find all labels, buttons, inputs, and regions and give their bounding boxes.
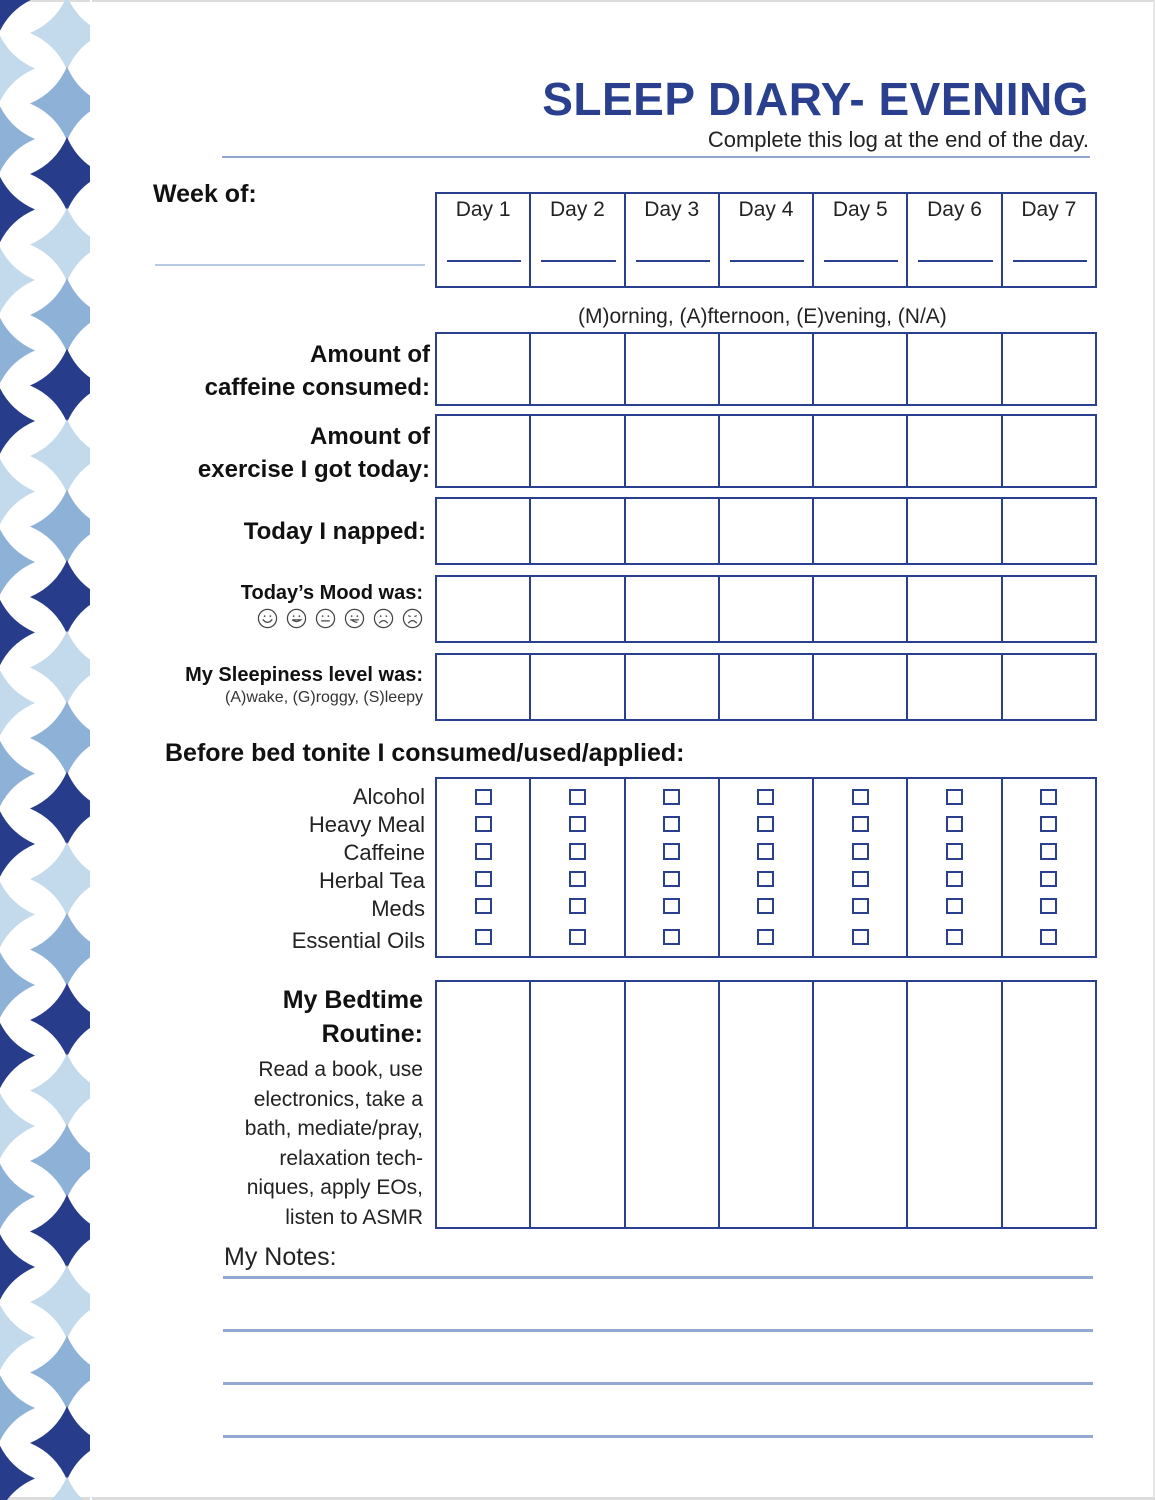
exercise-row: [435, 414, 1097, 488]
checkbox-heavy-meal-day-1[interactable]: [475, 816, 492, 832]
sleepiness-cell-day-6[interactable]: [908, 655, 1002, 719]
checkbox-essential-oils-day-5[interactable]: [852, 929, 869, 945]
date-blank-line: [447, 260, 521, 262]
title-divider: [222, 156, 1090, 158]
checkbox-meds-day-5[interactable]: [852, 898, 869, 914]
checkbox-caffeine-day-2[interactable]: [569, 843, 586, 859]
checkbox-column-day-2: [531, 779, 625, 956]
item-label-alcohol: Alcohol: [352, 784, 425, 809]
day-header-7[interactable]: Day 7: [1003, 194, 1095, 286]
day-header-5[interactable]: Day 5: [814, 194, 908, 286]
caffeine-cell-day-3[interactable]: [626, 334, 720, 404]
before-bed-item-labels: [292, 783, 425, 955]
notes-line-1[interactable]: [223, 1276, 1093, 1279]
very-happy-face-icon: [257, 608, 278, 629]
checkbox-herbal-tea-day-7[interactable]: [1040, 871, 1057, 887]
date-blank-line: [1013, 260, 1087, 262]
sleepiness-cell-day-4[interactable]: [720, 655, 814, 719]
caffeine-row-label: Amount of caffeine consumed:: [204, 341, 430, 401]
item-label-herbal-tea: Herbal Tea: [319, 868, 425, 893]
week-of-label: Week of:: [153, 180, 257, 208]
bedtime-routine-label: My Bedtime Routine: Read a book, use electronics, take a bath, mediate/pray, relaxation tech- niques, apply EOs, listen to ASMR: [245, 983, 423, 1233]
mood-cell-day-3[interactable]: [626, 577, 720, 641]
page-title: SLEEP DIARY- EVENING: [542, 73, 1089, 125]
caffeine-cell-day-5[interactable]: [814, 334, 908, 404]
exercise-cell-day-3[interactable]: [626, 416, 720, 486]
grimace-face-icon: [344, 608, 365, 629]
napped-cell-day-3[interactable]: [626, 499, 720, 563]
checkbox-meds-day-1[interactable]: [475, 898, 492, 914]
sad-face-icon: [373, 608, 394, 629]
checkbox-essential-oils-day-6[interactable]: [946, 929, 963, 945]
routine-cell-day-2[interactable]: [531, 982, 625, 1227]
checkbox-alcohol-day-5[interactable]: [852, 789, 869, 805]
day-header-1[interactable]: Day 1: [437, 194, 531, 286]
notes-line-2[interactable]: [223, 1329, 1093, 1332]
sleepiness-row: [435, 653, 1097, 721]
checkbox-herbal-tea-day-5[interactable]: [852, 871, 869, 887]
mood-scale: [241, 608, 423, 629]
checkbox-caffeine-day-4[interactable]: [757, 843, 774, 859]
sleepiness-cell-day-3[interactable]: [626, 655, 720, 719]
neutral-face-icon: [315, 608, 336, 629]
napped-cell-day-6[interactable]: [908, 499, 1002, 563]
checkbox-caffeine-day-6[interactable]: [946, 843, 963, 859]
notes-label: My Notes:: [224, 1243, 337, 1271]
checkbox-heavy-meal-day-4[interactable]: [757, 816, 774, 832]
checkbox-alcohol-day-2[interactable]: [569, 789, 586, 805]
exercise-cell-day-2[interactable]: [531, 416, 625, 486]
checkbox-column-day-5: [814, 779, 908, 956]
notes-line-3[interactable]: [223, 1382, 1093, 1385]
checkbox-essential-oils-day-4[interactable]: [757, 929, 774, 945]
checkbox-herbal-tea-day-2[interactable]: [569, 871, 586, 887]
checkbox-heavy-meal-day-3[interactable]: [663, 816, 680, 832]
caffeine-row: [435, 332, 1097, 406]
checkbox-caffeine-day-7[interactable]: [1040, 843, 1057, 859]
sleepiness-cell-day-1[interactable]: [437, 655, 531, 719]
checkbox-alcohol-day-1[interactable]: [475, 789, 492, 805]
notes-line-4[interactable]: [223, 1435, 1093, 1438]
bedtime-routine-row: [435, 980, 1097, 1229]
checkbox-column-day-6: [908, 779, 1002, 956]
item-label-heavy-meal: Heavy Meal: [308, 812, 425, 837]
routine-cell-day-4[interactable]: [720, 982, 814, 1227]
sleepiness-cell-day-2[interactable]: [531, 655, 625, 719]
item-label-essential-oils: Essential Oils: [291, 928, 425, 953]
mood-row: [435, 575, 1097, 643]
checkbox-heavy-meal-day-6[interactable]: [946, 816, 963, 832]
checkbox-column-day-7: [1003, 779, 1095, 956]
checkbox-meds-day-3[interactable]: [663, 898, 680, 914]
exercise-cell-day-6[interactable]: [908, 416, 1002, 486]
day-header-6[interactable]: Day 6: [908, 194, 1002, 286]
mood-cell-day-6[interactable]: [908, 577, 1002, 641]
checkbox-essential-oils-day-2[interactable]: [569, 929, 586, 945]
date-blank-line: [730, 260, 804, 262]
date-blank-line: [918, 260, 992, 262]
caffeine-cell-day-6[interactable]: [908, 334, 1002, 404]
checkbox-caffeine-day-3[interactable]: [663, 843, 680, 859]
page-subtitle: Complete this log at the end of the day.: [707, 127, 1089, 152]
checkbox-alcohol-day-4[interactable]: [757, 789, 774, 805]
checkbox-herbal-tea-day-1[interactable]: [475, 871, 492, 887]
page-top-edge: [0, 0, 1155, 2]
bedtime-routine-examples: Read a book, use electronics, take a bath, mediate/pray, relaxation tech- niques, apply EOs, listen to ASMR: [244, 1058, 423, 1229]
checkbox-meds-day-6[interactable]: [946, 898, 963, 914]
routine-cell-day-3[interactable]: [626, 982, 720, 1227]
checkbox-column-day-3: [626, 779, 720, 956]
checkbox-heavy-meal-day-5[interactable]: [852, 816, 869, 832]
time-of-day-legend: (M)orning, (A)fternoon, (E)vening, (N/A): [578, 305, 947, 328]
napped-cell-day-4[interactable]: [720, 499, 814, 563]
checkbox-alcohol-day-3[interactable]: [663, 789, 680, 805]
day-header-3[interactable]: Day 3: [626, 194, 720, 286]
mood-cell-day-1[interactable]: [437, 577, 531, 641]
caffeine-cell-day-2[interactable]: [531, 334, 625, 404]
routine-cell-day-5[interactable]: [814, 982, 908, 1227]
week-of-input-line[interactable]: [155, 264, 425, 266]
checkbox-meds-day-4[interactable]: [757, 898, 774, 914]
checkbox-essential-oils-day-3[interactable]: [663, 929, 680, 945]
sleepiness-scale-hint: (A)wake, (G)roggy, (S)leepy: [225, 689, 423, 706]
napped-cell-day-5[interactable]: [814, 499, 908, 563]
napped-row: [435, 497, 1097, 565]
date-blank-line: [824, 260, 898, 262]
caffeine-cell-day-4[interactable]: [720, 334, 814, 404]
checkbox-column-day-1: [437, 779, 531, 956]
napped-cell-day-2[interactable]: [531, 499, 625, 563]
exercise-cell-day-7[interactable]: [1003, 416, 1095, 486]
very-sad-face-icon: [402, 608, 423, 629]
sleepiness-cell-day-5[interactable]: [814, 655, 908, 719]
mood-cell-day-5[interactable]: [814, 577, 908, 641]
date-blank-line: [541, 260, 615, 262]
happy-face-icon: [286, 608, 307, 629]
checkbox-caffeine-day-1[interactable]: [475, 843, 492, 859]
mood-cell-day-4[interactable]: [720, 577, 814, 641]
star-pattern-border: [0, 0, 92, 1500]
star-pattern-icon: [0, 0, 92, 1500]
item-label-meds: Meds: [371, 896, 425, 921]
napped-row-label: Today I napped:: [243, 518, 426, 545]
sleepiness-row-label: My Sleepiness level was: (A)wake, (G)roggy, (S)leepy: [185, 664, 423, 706]
routine-cell-day-7[interactable]: [1003, 982, 1095, 1227]
exercise-cell-day-5[interactable]: [814, 416, 908, 486]
item-label-caffeine: Caffeine: [343, 840, 425, 865]
checkbox-heavy-meal-day-7[interactable]: [1040, 816, 1057, 832]
checkbox-essential-oils-day-7[interactable]: [1040, 929, 1057, 945]
before-bed-checkbox-grid: [435, 777, 1097, 958]
checkbox-caffeine-day-5[interactable]: [852, 843, 869, 859]
exercise-cell-day-4[interactable]: [720, 416, 814, 486]
caffeine-cell-day-1[interactable]: [437, 334, 531, 404]
sleepiness-cell-day-7[interactable]: [1003, 655, 1095, 719]
routine-cell-day-6[interactable]: [908, 982, 1002, 1227]
exercise-cell-day-1[interactable]: [437, 416, 531, 486]
napped-cell-day-7[interactable]: [1003, 499, 1095, 563]
mood-row-label: Today’s Mood was:: [241, 580, 423, 629]
day-header-grid: [435, 192, 1097, 288]
checkbox-column-day-4: [720, 779, 814, 956]
routine-cell-day-1[interactable]: [437, 982, 531, 1227]
napped-cell-day-1[interactable]: [437, 499, 531, 563]
day-header-4[interactable]: Day 4: [720, 194, 814, 286]
before-bed-heading: Before bed tonite I consumed/used/applied:: [165, 739, 685, 767]
date-blank-line: [636, 260, 710, 262]
checkbox-essential-oils-day-1[interactable]: [475, 929, 492, 945]
caffeine-cell-day-7[interactable]: [1003, 334, 1095, 404]
day-header-2[interactable]: Day 2: [531, 194, 625, 286]
mood-cell-day-2[interactable]: [531, 577, 625, 641]
checkbox-alcohol-day-6[interactable]: [946, 789, 963, 805]
mood-cell-day-7[interactable]: [1003, 577, 1095, 641]
exercise-row-label: Amount of exercise I got today:: [197, 423, 430, 483]
checkbox-meds-day-7[interactable]: [1040, 898, 1057, 914]
checkbox-alcohol-day-7[interactable]: [1040, 789, 1057, 805]
checkbox-herbal-tea-day-3[interactable]: [663, 871, 680, 887]
checkbox-herbal-tea-day-4[interactable]: [757, 871, 774, 887]
checkbox-heavy-meal-day-2[interactable]: [569, 816, 586, 832]
checkbox-herbal-tea-day-6[interactable]: [946, 871, 963, 887]
checkbox-meds-day-2[interactable]: [569, 898, 586, 914]
